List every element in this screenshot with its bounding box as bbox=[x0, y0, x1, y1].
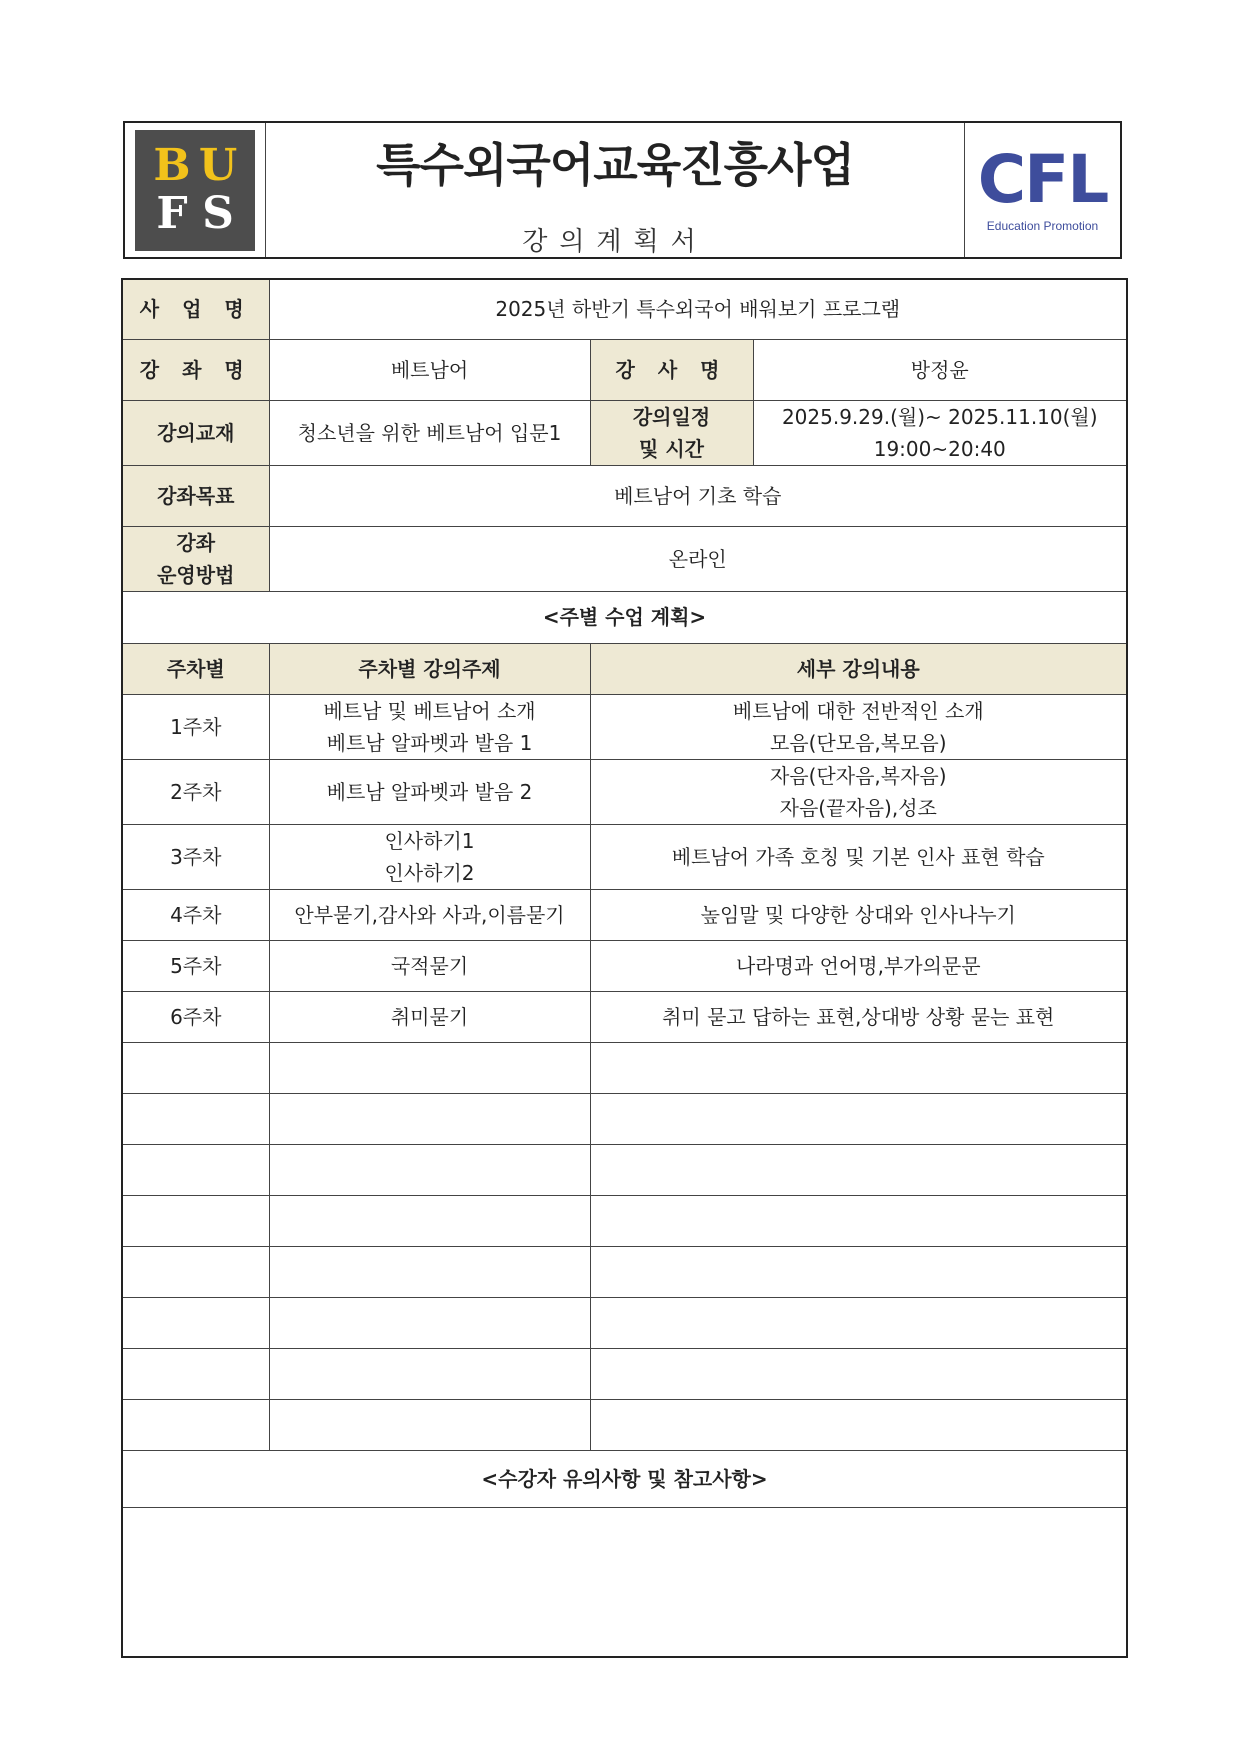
empty-cell bbox=[590, 1195, 1127, 1246]
empty-cell bbox=[122, 1399, 269, 1450]
document-subtitle: 강의계획서 bbox=[522, 226, 708, 257]
business-label: 사 업 명 bbox=[122, 279, 269, 339]
detail-line: 모음(단모음,복모음) bbox=[769, 730, 947, 755]
course-row bbox=[122, 339, 1127, 400]
topic-cell: 국적묻기 bbox=[269, 940, 590, 991]
method-label-line-1: 강좌 bbox=[176, 530, 216, 555]
bufs-logo-letter-s: S bbox=[202, 188, 234, 240]
schedule-value bbox=[753, 400, 1127, 465]
empty-row bbox=[122, 1297, 1127, 1348]
topic-cell bbox=[269, 824, 590, 889]
table-row bbox=[122, 694, 1127, 759]
week-cell: 2주차 bbox=[122, 759, 269, 824]
empty-cell bbox=[122, 1297, 269, 1348]
document-header bbox=[123, 121, 1122, 259]
detail-cell: 취미 묻고 답하는 표현,상대방 상황 묻는 표현 bbox=[590, 991, 1127, 1042]
weekly-section-row bbox=[122, 591, 1127, 643]
goal-label: 강좌목표 bbox=[122, 465, 269, 526]
schedule-time: 19:00~20:40 bbox=[873, 436, 1006, 461]
weekly-section-title: <주별 수업 계획> bbox=[122, 591, 1127, 643]
table-row bbox=[122, 991, 1127, 1042]
method-label-line-2: 운영방법 bbox=[157, 562, 235, 587]
bufs-logo-letter-b: B bbox=[153, 139, 191, 191]
week-column-header: 주차별 bbox=[122, 643, 269, 694]
detail-cell: 나라명과 언어명,부가의문문 bbox=[590, 940, 1127, 991]
table-row bbox=[122, 889, 1127, 940]
schedule-label-line-1: 강의일정 bbox=[632, 404, 711, 429]
week-cell: 6주차 bbox=[122, 991, 269, 1042]
detail-cell: 높임말 및 다양한 상대와 인사나누기 bbox=[590, 889, 1127, 940]
empty-cell bbox=[590, 1399, 1127, 1450]
empty-row bbox=[122, 1195, 1127, 1246]
notes-section-row bbox=[122, 1450, 1127, 1507]
bufs-logo-letter-f: F bbox=[156, 188, 188, 240]
empty-cell bbox=[269, 1144, 590, 1195]
bufs-logo-cell bbox=[125, 123, 266, 257]
detail-line: 베트남에 대한 전반적인 소개 bbox=[732, 698, 984, 723]
empty-row bbox=[122, 1144, 1127, 1195]
business-value: 2025년 하반기 특수외국어 배워보기 프로그램 bbox=[269, 279, 1127, 339]
empty-cell bbox=[590, 1246, 1127, 1297]
goal-row bbox=[122, 465, 1127, 526]
detail-line: 자음(끝자음),성조 bbox=[779, 795, 937, 820]
empty-cell bbox=[269, 1348, 590, 1399]
empty-cell bbox=[122, 1042, 269, 1093]
instructor-label: 강 사 명 bbox=[590, 339, 753, 400]
detail-cell bbox=[590, 694, 1127, 759]
empty-cell bbox=[269, 1297, 590, 1348]
empty-cell bbox=[269, 1195, 590, 1246]
weekly-header-row bbox=[122, 643, 1127, 694]
notes-body-row bbox=[122, 1507, 1127, 1657]
topic-column-header: 주차별 강의주제 bbox=[269, 643, 590, 694]
instructor-value: 방정윤 bbox=[753, 339, 1127, 400]
empty-cell bbox=[269, 1093, 590, 1144]
table-row bbox=[122, 759, 1127, 824]
table-row bbox=[122, 940, 1127, 991]
empty-cell bbox=[590, 1042, 1127, 1093]
topic-line: 베트남 알파벳과 발음 1 bbox=[326, 730, 533, 755]
empty-row bbox=[122, 1246, 1127, 1297]
empty-cell bbox=[122, 1093, 269, 1144]
topic-cell: 베트남 알파벳과 발음 2 bbox=[269, 759, 590, 824]
week-cell: 5주차 bbox=[122, 940, 269, 991]
title-cell bbox=[266, 123, 964, 257]
week-cell: 1주차 bbox=[122, 694, 269, 759]
notes-section-title: <수강자 유의사항 및 참고사항> bbox=[122, 1450, 1127, 1507]
document-title: 특수외국어교육진흥사업 bbox=[376, 137, 854, 192]
schedule-label-line-2: 및 시간 bbox=[639, 436, 704, 461]
empty-cell bbox=[590, 1348, 1127, 1399]
schedule-label bbox=[590, 400, 753, 465]
detail-cell: 베트남어 가족 호칭 및 기본 인사 표현 학습 bbox=[590, 824, 1127, 889]
cfl-logo-cell bbox=[964, 123, 1120, 257]
course-label: 강 좌 명 bbox=[122, 339, 269, 400]
textbook-value: 청소년을 위한 베트남어 입문1 bbox=[269, 400, 590, 465]
textbook-row bbox=[122, 400, 1127, 465]
empty-cell bbox=[269, 1399, 590, 1450]
topic-cell: 취미묻기 bbox=[269, 991, 590, 1042]
method-value: 온라인 bbox=[269, 526, 1127, 591]
method-row bbox=[122, 526, 1127, 591]
topic-line: 인사하기1 bbox=[384, 828, 475, 853]
cfl-logo-subtitle: Education Promotion bbox=[986, 219, 1099, 233]
detail-cell bbox=[590, 759, 1127, 824]
empty-row bbox=[122, 1093, 1127, 1144]
course-value: 베트남어 bbox=[269, 339, 590, 400]
week-cell: 4주차 bbox=[122, 889, 269, 940]
empty-cell bbox=[122, 1348, 269, 1399]
topic-line: 인사하기2 bbox=[384, 860, 475, 885]
week-cell: 3주차 bbox=[122, 824, 269, 889]
goal-value: 베트남어 기초 학습 bbox=[269, 465, 1127, 526]
empty-cell bbox=[269, 1042, 590, 1093]
detail-line: 자음(단자음,복자음) bbox=[769, 763, 947, 788]
textbook-label: 강의교재 bbox=[122, 400, 269, 465]
lecture-plan-table bbox=[121, 278, 1128, 1658]
empty-row bbox=[122, 1348, 1127, 1399]
topic-cell: 안부묻기,감사와 사과,이름묻기 bbox=[269, 889, 590, 940]
empty-cell bbox=[590, 1144, 1127, 1195]
cfl-logo: CFL bbox=[977, 141, 1108, 218]
topic-line: 베트남 및 베트남어 소개 bbox=[323, 698, 536, 723]
empty-cell bbox=[590, 1093, 1127, 1144]
empty-row bbox=[122, 1399, 1127, 1450]
bufs-logo bbox=[135, 130, 255, 251]
bufs-logo-letter-u: U bbox=[198, 139, 238, 191]
empty-cell bbox=[590, 1297, 1127, 1348]
method-label bbox=[122, 526, 269, 591]
empty-cell bbox=[122, 1144, 269, 1195]
topic-cell bbox=[269, 694, 590, 759]
notes-body bbox=[122, 1507, 1127, 1657]
empty-row bbox=[122, 1042, 1127, 1093]
empty-cell bbox=[122, 1195, 269, 1246]
business-row bbox=[122, 279, 1127, 339]
empty-cell bbox=[122, 1246, 269, 1297]
empty-cell bbox=[269, 1246, 590, 1297]
schedule-dates: 2025.9.29.(월)~ 2025.11.10(월) bbox=[781, 404, 1098, 429]
table-row bbox=[122, 824, 1127, 889]
detail-column-header: 세부 강의내용 bbox=[590, 643, 1127, 694]
